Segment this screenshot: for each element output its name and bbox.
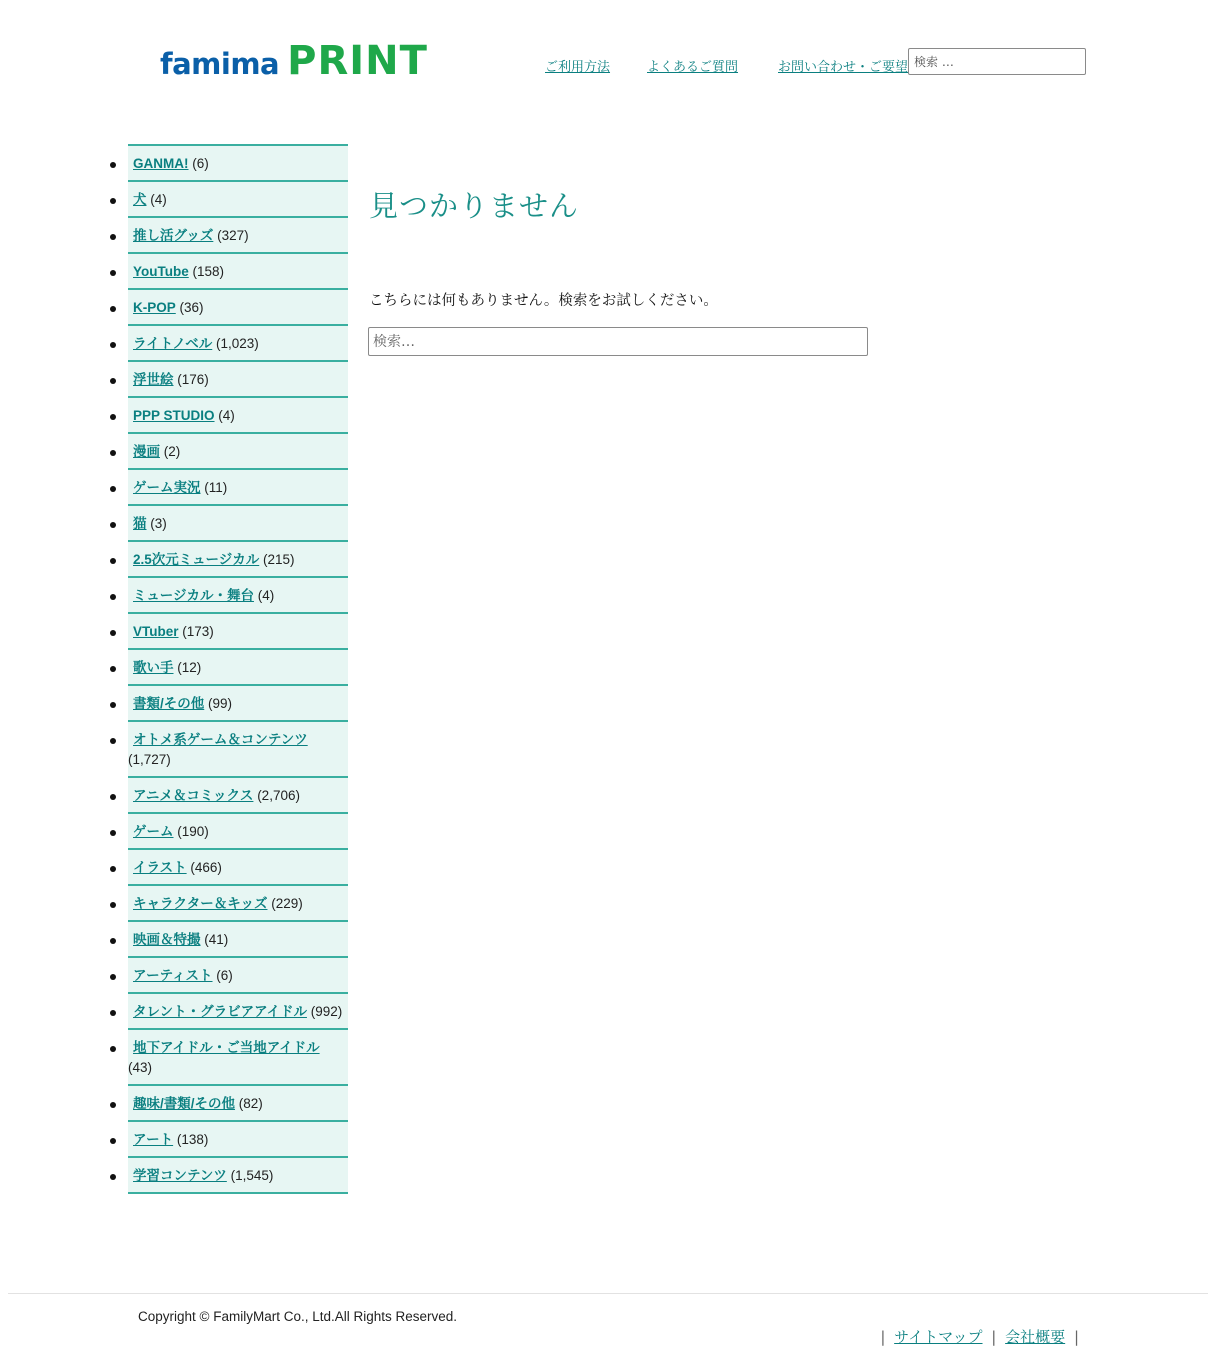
- category-count: (99): [208, 696, 233, 711]
- category-item: [128, 886, 348, 922]
- category-item: [128, 470, 348, 506]
- category-link[interactable]: 映画＆特撮: [133, 932, 201, 947]
- category-link[interactable]: K-POP: [133, 300, 176, 315]
- footer-links: [876, 1326, 1083, 1347]
- category-item: [128, 614, 348, 650]
- category-item: [128, 182, 348, 218]
- category-count: (36): [179, 300, 204, 315]
- category-link[interactable]: ミュージカル・舞台: [133, 588, 254, 603]
- category-link[interactable]: 地下アイドル・ご当地アイドル: [133, 1040, 320, 1055]
- category-link[interactable]: ライトノベル: [133, 336, 213, 351]
- category-item: [128, 958, 348, 994]
- category-count: (6): [216, 968, 233, 983]
- category-item: [128, 326, 348, 362]
- category-link[interactable]: ゲーム実況: [133, 480, 201, 495]
- category-link[interactable]: YouTube: [133, 264, 189, 279]
- category-item: [128, 578, 348, 614]
- footer-divider: [8, 1293, 1208, 1294]
- category-link[interactable]: 漫画: [133, 444, 160, 459]
- nav-link-faq[interactable]: よくあるご質問: [647, 60, 739, 75]
- category-link[interactable]: 書類/その他: [133, 696, 205, 711]
- logo-print-text: PRINT: [287, 38, 428, 84]
- footer-separator: |: [1073, 1328, 1079, 1346]
- category-count: (43): [128, 1060, 153, 1075]
- category-link[interactable]: 歌い手: [133, 660, 174, 675]
- site-logo[interactable]: [160, 38, 428, 84]
- nav-link-usage[interactable]: ご利用方法: [545, 60, 611, 75]
- category-link[interactable]: 猫: [133, 516, 147, 531]
- category-item: [128, 850, 348, 886]
- category-link[interactable]: アニメ＆コミックス: [133, 788, 254, 803]
- category-link[interactable]: PPP STUDIO: [133, 408, 215, 423]
- category-item: [128, 398, 348, 434]
- category-count: (4): [150, 192, 167, 207]
- category-link[interactable]: 2.5次元ミュージカル: [133, 552, 260, 567]
- category-item: [128, 994, 348, 1030]
- main-search-input[interactable]: [368, 327, 868, 356]
- category-count: (229): [271, 896, 303, 911]
- category-link[interactable]: 浮世絵: [133, 372, 174, 387]
- category-count: (158): [192, 264, 225, 279]
- category-link[interactable]: イラスト: [133, 860, 187, 875]
- category-count: (327): [217, 228, 249, 243]
- category-count: (190): [177, 824, 209, 839]
- category-link[interactable]: キャラクター＆キッズ: [133, 896, 268, 911]
- category-link[interactable]: オトメ系ゲーム＆コンテンツ: [133, 732, 308, 747]
- category-link[interactable]: ゲーム: [133, 824, 174, 839]
- footer-link-company[interactable]: 会社概要: [1005, 1328, 1066, 1346]
- category-link[interactable]: タレント・グラビアアイドル: [133, 1004, 307, 1019]
- category-item: [128, 814, 348, 850]
- category-item: [128, 1158, 348, 1194]
- category-count: (138): [176, 1132, 209, 1147]
- category-list: [128, 144, 348, 1194]
- category-item: [128, 922, 348, 958]
- category-count: (4): [218, 408, 235, 423]
- category-item: [128, 218, 348, 254]
- category-link[interactable]: VTuber: [133, 624, 179, 639]
- logo-famima-text: famima: [160, 47, 280, 81]
- category-item: [128, 146, 348, 182]
- category-count: (3): [150, 516, 167, 531]
- category-link[interactable]: 推し活グッズ: [133, 228, 214, 243]
- category-link[interactable]: アーティスト: [133, 968, 213, 983]
- category-item: [128, 434, 348, 470]
- category-count: (176): [177, 372, 209, 387]
- category-count: (1,023): [216, 336, 259, 351]
- category-count: (4): [257, 588, 275, 603]
- header-search-input[interactable]: [908, 48, 1086, 75]
- category-count: (2): [163, 444, 181, 459]
- category-item: [128, 1122, 348, 1158]
- category-item: [128, 254, 348, 290]
- page-title: 見つかりません: [369, 189, 580, 223]
- category-link[interactable]: 学習コンテンツ: [133, 1168, 227, 1183]
- category-count: (1,545): [230, 1168, 274, 1183]
- category-item: [128, 686, 348, 722]
- category-count: (6): [192, 156, 209, 171]
- category-link[interactable]: GANMA!: [133, 156, 189, 171]
- category-item: [128, 722, 348, 778]
- category-item: [128, 506, 348, 542]
- category-link[interactable]: 趣味/書類/その他: [133, 1096, 236, 1111]
- footer-separator: |: [991, 1328, 997, 1346]
- category-count: (173): [182, 624, 214, 639]
- category-item: [128, 1086, 348, 1122]
- category-count: (2,706): [257, 788, 300, 803]
- category-link[interactable]: アート: [133, 1132, 174, 1147]
- nav-link-contact[interactable]: お問い合わせ・ご要望: [778, 60, 909, 75]
- copyright-text: Copyright © FamilyMart Co., Ltd.All Rights Reserved.: [138, 1309, 458, 1324]
- not-found-message: こちらには何もありません。検索をお試しください。: [369, 293, 718, 309]
- footer-separator: |: [880, 1328, 886, 1346]
- category-link[interactable]: 犬: [133, 192, 147, 207]
- category-count: (82): [238, 1096, 263, 1111]
- category-item: [128, 362, 348, 398]
- category-count: (11): [204, 480, 228, 495]
- category-item: [128, 1030, 348, 1086]
- footer-link-sitemap[interactable]: サイトマップ: [894, 1328, 983, 1346]
- category-item: [128, 778, 348, 814]
- category-item: [128, 290, 348, 326]
- category-count: (1,727): [128, 752, 171, 767]
- category-item: [128, 542, 348, 578]
- category-count: (41): [204, 932, 229, 947]
- category-count: (466): [190, 860, 222, 875]
- category-count: (12): [177, 660, 202, 675]
- category-item: [128, 650, 348, 686]
- category-count: (215): [263, 552, 295, 567]
- category-count: (992): [310, 1004, 343, 1019]
